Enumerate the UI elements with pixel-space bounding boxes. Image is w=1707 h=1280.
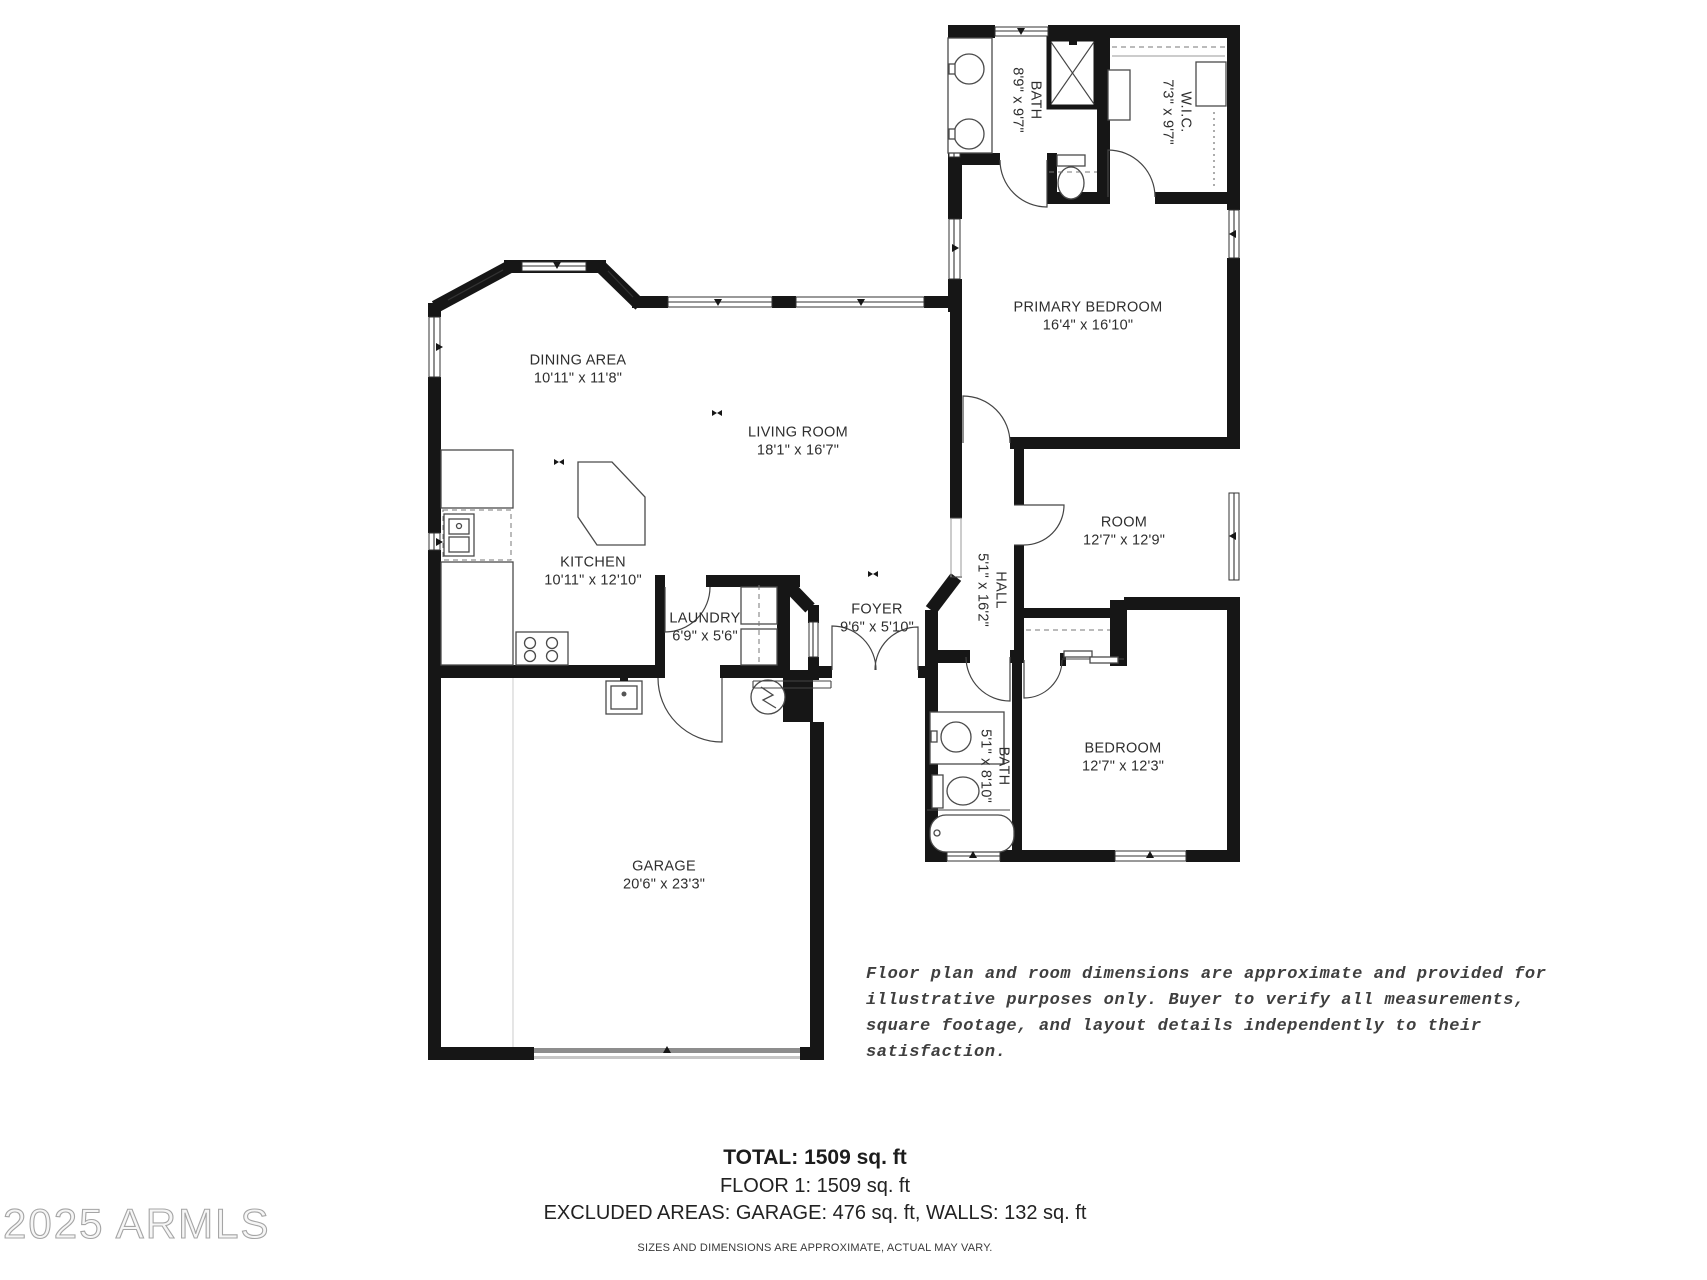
approximation-note: SIZES AND DIMENSIONS ARE APPROXIMATE, ACTUAL MAY VARY. (637, 1242, 993, 1254)
floor-area: FLOOR 1: 1509 sq. ft (719, 1175, 911, 1197)
shower-head (1069, 41, 1077, 45)
total-area: TOTAL: 1509 sq. ft (723, 1146, 907, 1169)
sliding-door-panel (1064, 651, 1092, 657)
toilet-tank (1057, 155, 1085, 166)
bathtub (930, 815, 1014, 852)
room-name: BATH (1027, 80, 1044, 120)
room-label-dining-area (530, 352, 627, 387)
room-dimensions: 12'7" x 12'3" (1081, 758, 1165, 774)
room-label-kitchen (544, 554, 642, 589)
room-dimensions: 6'9" x 5'6" (672, 628, 738, 644)
room-label-garage (623, 858, 705, 893)
room-door (1024, 505, 1064, 545)
bedroom-door (1024, 660, 1062, 698)
room-label-bedroom (1082, 740, 1164, 775)
garage-entry-door (658, 678, 722, 742)
area-summary (544, 1146, 1087, 1254)
armls-watermark: 2025 ARMLS (3, 1200, 271, 1247)
room-name: KITCHEN (560, 554, 626, 571)
kitchen-island (578, 462, 645, 545)
room-dimensions: 10'11" x 12'10" (544, 572, 642, 588)
room-label-bath (976, 729, 1011, 803)
room-name: W.I.C. (1177, 91, 1194, 133)
disclaimer (866, 962, 1547, 1066)
room-label-bath-primary (1008, 67, 1043, 133)
room-name: BEDROOM (1084, 740, 1162, 757)
disclaimer-line: illustrative purposes only. Buyer to verify all measurements, (866, 991, 1525, 1010)
excluded-areas: EXCLUDED AREAS: GARAGE: 476 sq. ft, WALLS: 132 sq. ft (543, 1202, 1087, 1224)
disclaimer-line: square footage, and layout details independently to their (866, 1017, 1482, 1036)
room-dimensions: 7'3" x 9'7" (1160, 79, 1176, 145)
room-name: DINING AREA (529, 352, 627, 369)
room-dimensions: 8'9" x 9'7" (1010, 67, 1026, 133)
room-dimensions: 5'1" x 16'2" (975, 553, 991, 627)
stove (516, 632, 568, 665)
toilet-tank (932, 775, 943, 808)
room-dimensions: 20'6" x 23'3" (622, 876, 706, 892)
primary-bath-door (1000, 160, 1047, 207)
bedroom-closet (1026, 630, 1124, 663)
room-name: LAUNDRY (669, 610, 741, 627)
room-name: GARAGE (632, 858, 696, 875)
room-dimensions: 9'6" x 5'10" (840, 619, 914, 635)
room-name: ROOM (1100, 514, 1148, 531)
room-label-laundry (669, 610, 740, 645)
room-label-wic (1158, 79, 1193, 145)
primary-bedroom-door (963, 396, 1010, 443)
room-name: HALL (992, 571, 1009, 609)
wic-door (1108, 150, 1155, 197)
room-label-living-room (748, 424, 848, 459)
disclaimer-line: Floor plan and room dimensions are approximate and provided for (866, 965, 1547, 984)
room-name: PRIMARY BEDROOM (1013, 299, 1163, 316)
toilet-bowl (947, 777, 979, 805)
room-dimensions: 5'1" x 8'10" (978, 729, 994, 803)
room-name: BATH (995, 746, 1012, 786)
bath-door (966, 657, 1010, 701)
laundry-fixtures (741, 585, 777, 665)
sliding-door-panel (1090, 657, 1118, 663)
room-label-room (1083, 514, 1165, 549)
room-label-foyer (840, 601, 914, 636)
room-dimensions: 18'1" x 16'7" (756, 442, 840, 458)
room-label-hall (973, 553, 1008, 627)
room-dimensions: 16'4" x 16'10" (1042, 317, 1134, 333)
room-dimensions: 10'11" x 11'8" (533, 370, 623, 386)
room-name: LIVING ROOM (748, 424, 848, 441)
room-dimensions: 12'7" x 12'9" (1082, 532, 1166, 548)
room-label-primary-bedroom (1014, 299, 1163, 334)
room-name: FOYER (851, 601, 903, 618)
disclaimer-line: satisfaction. (866, 1043, 1007, 1062)
